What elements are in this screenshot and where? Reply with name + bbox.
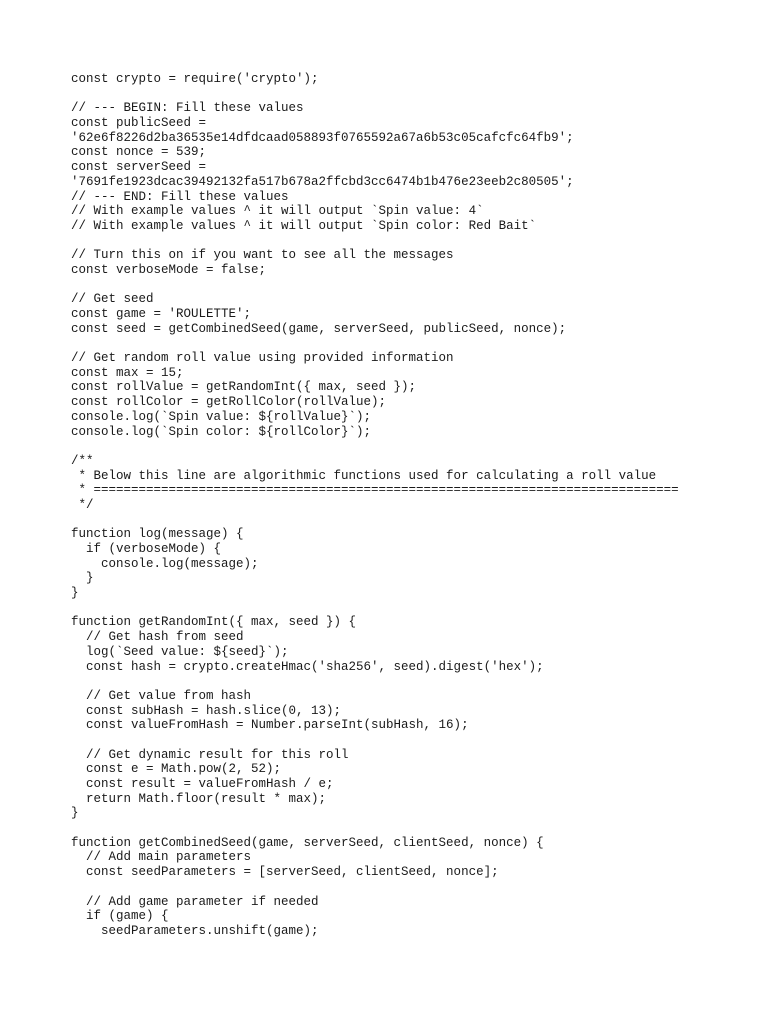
code-line: const rollValue = getRandomInt({ max, seed }); — [71, 380, 417, 395]
code-line: // Turn this on if you want to see all the messages — [71, 248, 454, 263]
code-line — [71, 439, 761, 454]
code-line — [71, 234, 761, 249]
code-line: '62e6f8226d2ba36535e14dfdcaad058893f0765592a67a6b53c05cafcfc64fb9'; — [71, 130, 574, 145]
code-line: const game = 'ROULETTE'; — [71, 307, 252, 321]
code-line: * ============================================================================== — [71, 483, 679, 498]
code-line: const e = Math.pow(2, 52); — [71, 762, 282, 777]
code-line: const subHash = hash.slice(0, 13); — [71, 703, 342, 718]
code-line: if (game) { — [71, 909, 169, 924]
code-line: // Get seed — [71, 292, 154, 307]
code-line — [71, 87, 761, 102]
code-line: // Add main parameters — [71, 850, 252, 865]
code-line: const verboseMode = false; — [71, 262, 267, 277]
code-line — [71, 336, 761, 351]
code-line: // With example values ^ it will output `Spin value: 4` — [71, 204, 484, 219]
code-line: const serverSeed = — [71, 160, 207, 175]
code-line: */ — [71, 497, 94, 512]
code-line: const hash = crypto.createHmac('sha256', seed).digest('hex'); — [71, 659, 544, 674]
code-line — [71, 601, 761, 616]
code-line: const valueFromHash = Number.parseInt(subHash, 16); — [71, 718, 469, 733]
code-line: // Get value from hash — [71, 688, 252, 703]
code-line: // --- BEGIN: Fill these values — [71, 101, 304, 116]
code-line: const seed = getCombinedSeed(game, serverSeed, publicSeed, nonce); — [71, 321, 567, 336]
code-line: } — [71, 571, 94, 586]
code-line: const max = 15; — [71, 365, 184, 380]
code-line: seedParameters.unshift(game); — [71, 923, 319, 938]
code-line: log(`Seed value: ${seed}`); — [71, 644, 289, 659]
code-line: const nonce = 539; — [71, 145, 207, 160]
code-line: function log(message) { — [71, 527, 244, 542]
code-line: console.log(`Spin color: ${rollColor}`); — [71, 424, 372, 439]
code-line: // --- END: Fill these values — [71, 189, 289, 204]
code-line: // Get random roll value using provided information — [71, 351, 454, 366]
code-line: // Get hash from seed — [71, 630, 244, 645]
code-line: const rollColor = getRollColor(rollValue); — [71, 395, 387, 410]
code-line: console.log(`Spin value: ${rollValue}`); — [71, 409, 372, 424]
code-line — [71, 278, 761, 293]
code-line: const crypto = require('crypto'); — [71, 72, 319, 86]
code-line: } — [71, 586, 79, 601]
code-line: const publicSeed = — [71, 116, 207, 131]
code-line: '7691fe1923dcac39492132fa517b678a2ffcbd3cc6474b1b476e23eeb2c80505'; — [71, 174, 574, 189]
code-line: const result = valueFromHash / e; — [71, 777, 334, 791]
code-line — [71, 821, 761, 836]
code-line — [71, 513, 761, 528]
code-block — [71, 72, 761, 939]
code-line: // With example values ^ it will output `Spin color: Red Bait` — [71, 218, 537, 233]
code-line: // Get dynamic result for this roll — [71, 747, 349, 762]
code-line: console.log(message); — [71, 556, 259, 571]
code-line: function getRandomInt({ max, seed }) { — [71, 615, 357, 630]
code-line — [71, 733, 761, 748]
code-line: /** — [71, 453, 94, 468]
code-line: } — [71, 806, 79, 821]
code-line: const seedParameters = [serverSeed, clientSeed, nonce]; — [71, 865, 499, 880]
code-line: * Below this line are algorithmic functions used for calculating a roll value — [71, 468, 657, 483]
code-line: // Add game parameter if needed — [71, 894, 319, 909]
code-line — [71, 880, 761, 895]
code-line: function getCombinedSeed(game, serverSeed, clientSeed, nonce) { — [71, 835, 544, 850]
code-line: if (verboseMode) { — [71, 542, 222, 556]
code-line — [71, 674, 761, 689]
code-line: return Math.floor(result * max); — [71, 791, 327, 806]
